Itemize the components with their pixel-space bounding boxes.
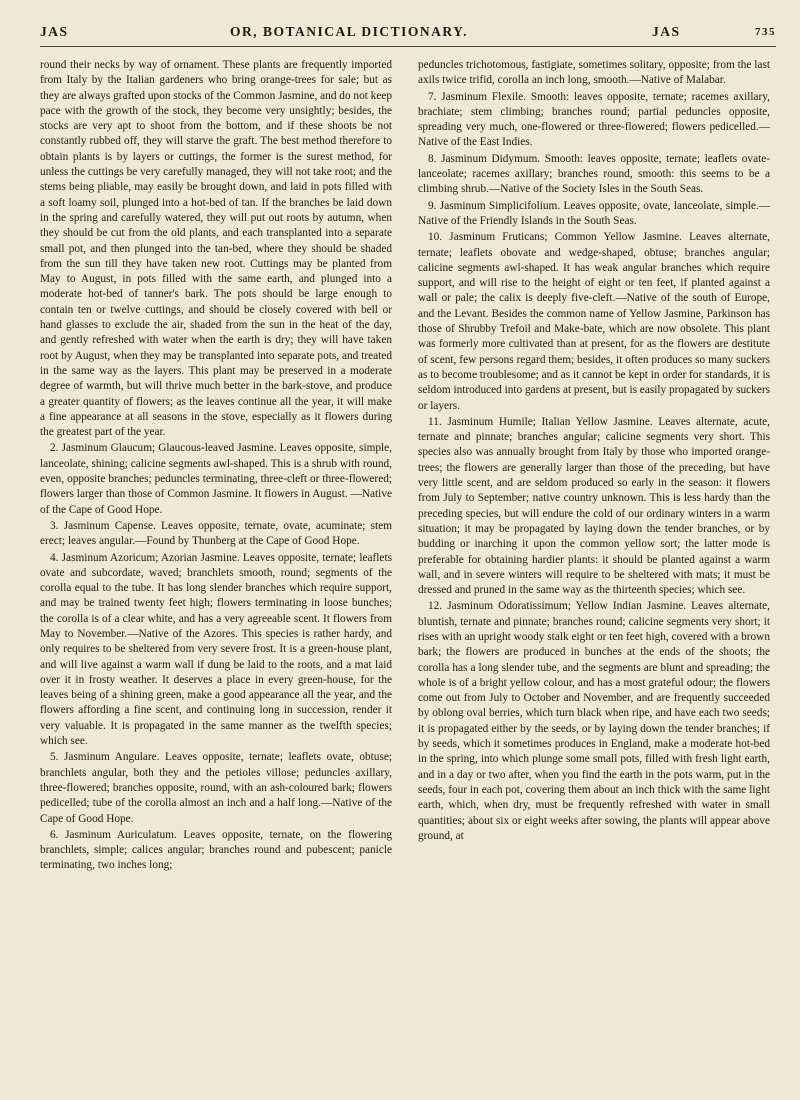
paragraph: round their necks by way of ornament. These plants are frequently imported from Italy by the Italian gardeners who bring orange-trees for sale; but as they are always grafted upon stocks of the Common Jasmine, and do not keep pace with the growth of the stock, they become very unsightly; besides, the stocks are very apt to shoot from the bottom, and if these shoots be not constantly rubbed off, they will starve the graft. The best method therefore to obtain plants is by layers or cuttings, the former is the surest method, for unless the cuttings be very carefully managed, they will not take root; and the stems being pliable, may easily be brought down, and laid in pots filled with a soft loamy soil, plunged into a hot-bed of tan. If the branches be laid down in the spring and carefully watered, they will put out roots by autumn, when they should be cut from the old plants, and each transplanted into a separate small pot, and then plunged into the tan-bed, where they should be shaded from the sun till they have taken new root. Cuttings may be planted from May to August, in pots filled with the same earth, and plunged into a moderate hot-bed of tanner's bark. The pots should be large enough to contain ten or twelve cuttings, and should be closely covered with bell or hand glasses to exclude the air, shaded from the sun in the heat of the day, and gently refreshed with water when the earth is dry; they will have taken root by August, when they may be transplanted into separate pots, and treated in the same way as the layers. This plant may be preserved in a moderate degree of warmth, but will thrive much better in the bark-stove, and produce a greater quantity of flowers; as the leaves continue all the year, it will make a fine appearance at all seasons in the stove, especially as it flowers during the greatest part of the year.	[40, 59, 393, 439]
entry-paragraph: 3. Jasminum Capense. Leaves opposite, ternate, ovate, acuminate; stem erect; leaves angular.—Found by Thunberg at the Cape of Good Hope.	[40, 519, 392, 548]
header-right-guideword: JAS	[652, 24, 681, 39]
paragraph: peduncles trichotomous, fastigiate, sometimes solitary, opposite; from the last axils twice trifid, corolla an inch long, smooth.—Native of Malabar.	[418, 59, 770, 87]
entry-paragraph: 4. Jasminum Azoricum; Azorian Jasmine. Leaves opposite, ternate; leaflets ovate and subcordate, waved; branchlets smooth, round; segments of the corolla equal to the tube. It has long slender branches which require support, and may be trained twenty feet high; flowers terminating in loose bunches; the corolla is of a clear white, and has a very agreeable scent. It flowers from May to November.—Native of the Azores. This species is rather hardy, and only requires to be sheltered from very severe frost. It is a green-house plant, and will live against a warm wall if dung be laid to the roots, and a mat laid over it in frosty weather. It deserves a place in every green-house, for the leaves being of a shining green, make a good appearance all the year, and the flowers affording a fine scent, and continuing long in succession, render it very valuable. It is propagated in the same manner as the twelfth species; which see.	[40, 551, 392, 748]
entry-paragraph: 5. Jasminum Angulare. Leaves opposite, ternate; leaflets ovate, obtuse; branchlets angular, both they and the petioles villose; peduncles axillary, three-flowered; branches opposite, round, with an ash-coloured bark; flowers pedicelled; tube of the corolla almost an inch and a half long.—Native of the Cape of Good Hope.	[40, 751, 392, 825]
dictionary-page	[40, 18, 776, 1088]
entry-paragraph: 2. Jasminum Glaucum; Glaucous-leaved Jasmine. Leaves opposite, simple, lanceolate, shining; calicine segments awl-shaped. This is a shrub with round, even, opposite branches; peduncles terminating, three-cleft or three-flowered; flowers larger than those of Common Jasmine. It flowers in August. —Native of the Cape of Good Hope.	[40, 442, 392, 516]
page-number: 735	[755, 26, 776, 38]
header-left-guideword: JAS	[40, 24, 69, 39]
entry-paragraph: 10. Jasminum Fruticans; Common Yellow Jasmine. Leaves alternate, ternate; leaflets obovate and wedge-shaped, obtuse; branches angular; calicine segments awl-shaped. It has weak angular branches which require support, and will rise to the height of eight or ten feet, if planted against a wall or pale; the calix is deeply five-cleft.—Native of the south of Europe, and the Levant. Besides the common name of Yellow Jasmine, Parkinson has those of Shrubby Trefoil and Make-bate, which are now obsolete. This plant was formerly more cultivated than at present, for as the flowers are destitute of scent, few persons regard them; besides, it often produces so many suckers as to become troublesome; and as it cannot be kept in order for standards, it is seldom introduced into gardens at present, but is easily propagated by suckers or layers.	[418, 231, 770, 412]
entry-paragraph: 12. Jasminum Odoratissimum; Yellow Indian Jasmine. Leaves alternate, bluntish, ternate and pinnate; branches round; calicine segments very short; it rises with an upright woody stalk eight or ten feet high, covered with a brown bark; the flowers are produced in bunches at the ends of the shoots; the corolla has a long slender tube, and the segments are blunt and spreading; the whole is of a bright yellow colour, and has a most grateful odour; the flowers come out from July to October and November, and are frequently succeeded by oblong oval berries, which turn black when ripe, and have each two seeds; it is propagated either by the seeds, or by laying down the tender branches; if by seeds, which it sometimes produces in England, make a moderate hot-bed in the spring, into which plunge some small pots, filled with fresh light earth, and in a day or two after, when you find the earth in the pots warm, put in the seeds, four in each pot, covering them about an inch thick with the same light earth, which, when dry, must be frequently refreshed with water in small quantities; about six or eight weeks after sowing, the plants will appear above ground, at	[418, 600, 770, 842]
entry-paragraph: 8. Jasminum Didymum. Smooth: leaves opposite, ternate; leaflets ovate-lanceolate; racemes axillary; branches round, smooth: this seems to be a climbing shrub.—Native of the Society Isles in the South Seas.	[418, 152, 770, 196]
entry-paragraph: 6. Jasminum Auriculatum. Leaves opposite, ternate, on the flowering branchlets, simple; calices angular; branches round and pubescent; panicle terminating, two inches long;	[40, 828, 392, 872]
text-columns	[40, 58, 776, 1088]
header-rule	[40, 46, 776, 47]
entry-paragraph: 7. Jasminum Flexile. Smooth: leaves opposite, ternate; racemes axillary, brachiate; stem climbing; branches round; partial peduncles opposite, spreading very much, one-flowered or three-flowered; flowers pedicelled.—Native of the East Indies.	[418, 90, 770, 149]
entry-paragraph: 9. Jasminum Simplicifolium. Leaves opposite, ovate, lanceolate, simple.—Native of the Friendly Islands in the South Seas.	[418, 199, 770, 227]
left-column	[40, 58, 392, 874]
right-column	[418, 58, 770, 844]
running-header	[40, 18, 776, 48]
entry-paragraph: 11. Jasminum Humile; Italian Yellow Jasmine. Leaves alternate, acute, ternate and pinnate; branches angular; calicine segments very short. This species also was annually brought from Italy by those who imported orange-trees; the flowers are generally larger than those of the preceding, but have very little scent, and are seldom produced so early in the season: it flowers from July to September; native country unknown. This is less hardy than the preceding species, but will endure the cold of our ordinary winters in a warm situation; it may be propagated by laying down the tender branches, or by budding or inarching it upon the common yellow sort; the latter mode is preferable for obtaining hardier plants: it should be planted against a warm wall, and in severe winters will require to be sheltered with mats; it must be dressed and pruned in the same way as the thirteenth species; which see.	[418, 415, 770, 597]
header-title: OR, BOTANICAL DICTIONARY.	[230, 24, 469, 39]
